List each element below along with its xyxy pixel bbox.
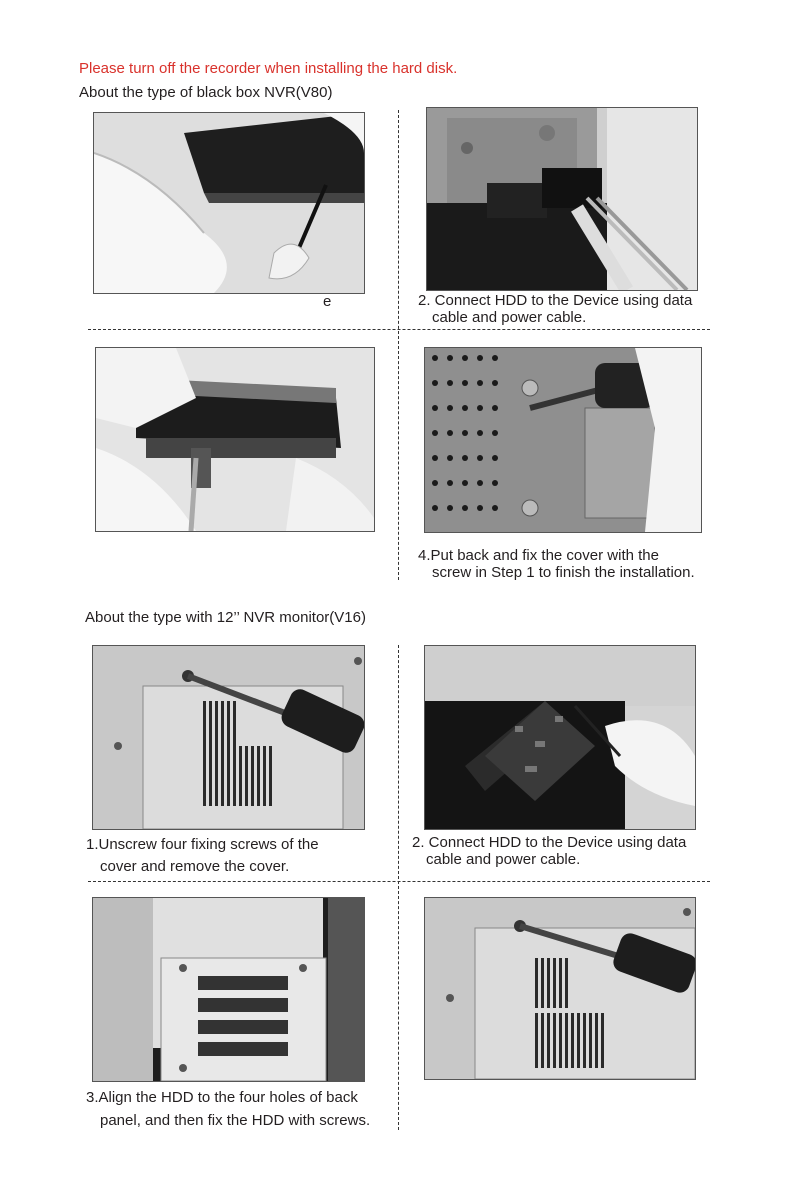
step4-caption-line1: 4.Put back and fix the cover with the [418,547,659,564]
photo-put-back-cover [424,347,702,533]
photo-unscrew-monitor-cover [92,645,365,830]
s2-step3-caption-line2: panel, and then fix the HDD with screws. [100,1112,371,1129]
section1-vertical-divider [398,110,399,580]
photo-fix-hdd-black-box [95,347,375,532]
section2-horizontal-divider [88,881,710,882]
s2-step1-caption-line1: 1.Unscrew four fixing screws of the [86,836,319,853]
photo-align-hdd-back-panel [92,897,365,1082]
photo-connect-hdd-cables [426,107,698,291]
photo-connect-hdd-monitor [424,645,696,830]
photo-unscrew-black-box [93,112,365,294]
s2-step1-caption-line2: cover and remove the cover. [100,858,290,875]
warning-text: Please turn off the recorder when installing the hard disk. [79,60,458,77]
step4-caption-line2: screw in Step 1 to finish the installation. [432,564,695,581]
s2-step3-caption [86,1086,370,1132]
step1-caption-fragment: e [323,293,332,310]
step2-caption-line2: cable and power cable. [432,309,587,326]
step2-caption [418,292,692,326]
s2-step3-caption-line1: 3.Align the HDD to the four holes of back [86,1089,358,1106]
s2-step1-caption [86,834,319,878]
s2-step2-caption [412,834,686,868]
section1-title: About the type of black box NVR(V80) [79,84,333,101]
step4-caption [418,547,695,581]
section2-title: About the type with 12’’ NVR monitor(V16) [85,609,366,626]
section2-vertical-divider [398,645,399,1130]
s2-step2-caption-line2: cable and power cable. [426,851,581,868]
step2-caption-line1: 2. Connect HDD to the Device using data [418,292,693,309]
section1-horizontal-divider [88,329,710,330]
photo-replace-monitor-cover [424,897,696,1080]
s2-step2-caption-line1: 2. Connect HDD to the Device using data [412,834,687,851]
